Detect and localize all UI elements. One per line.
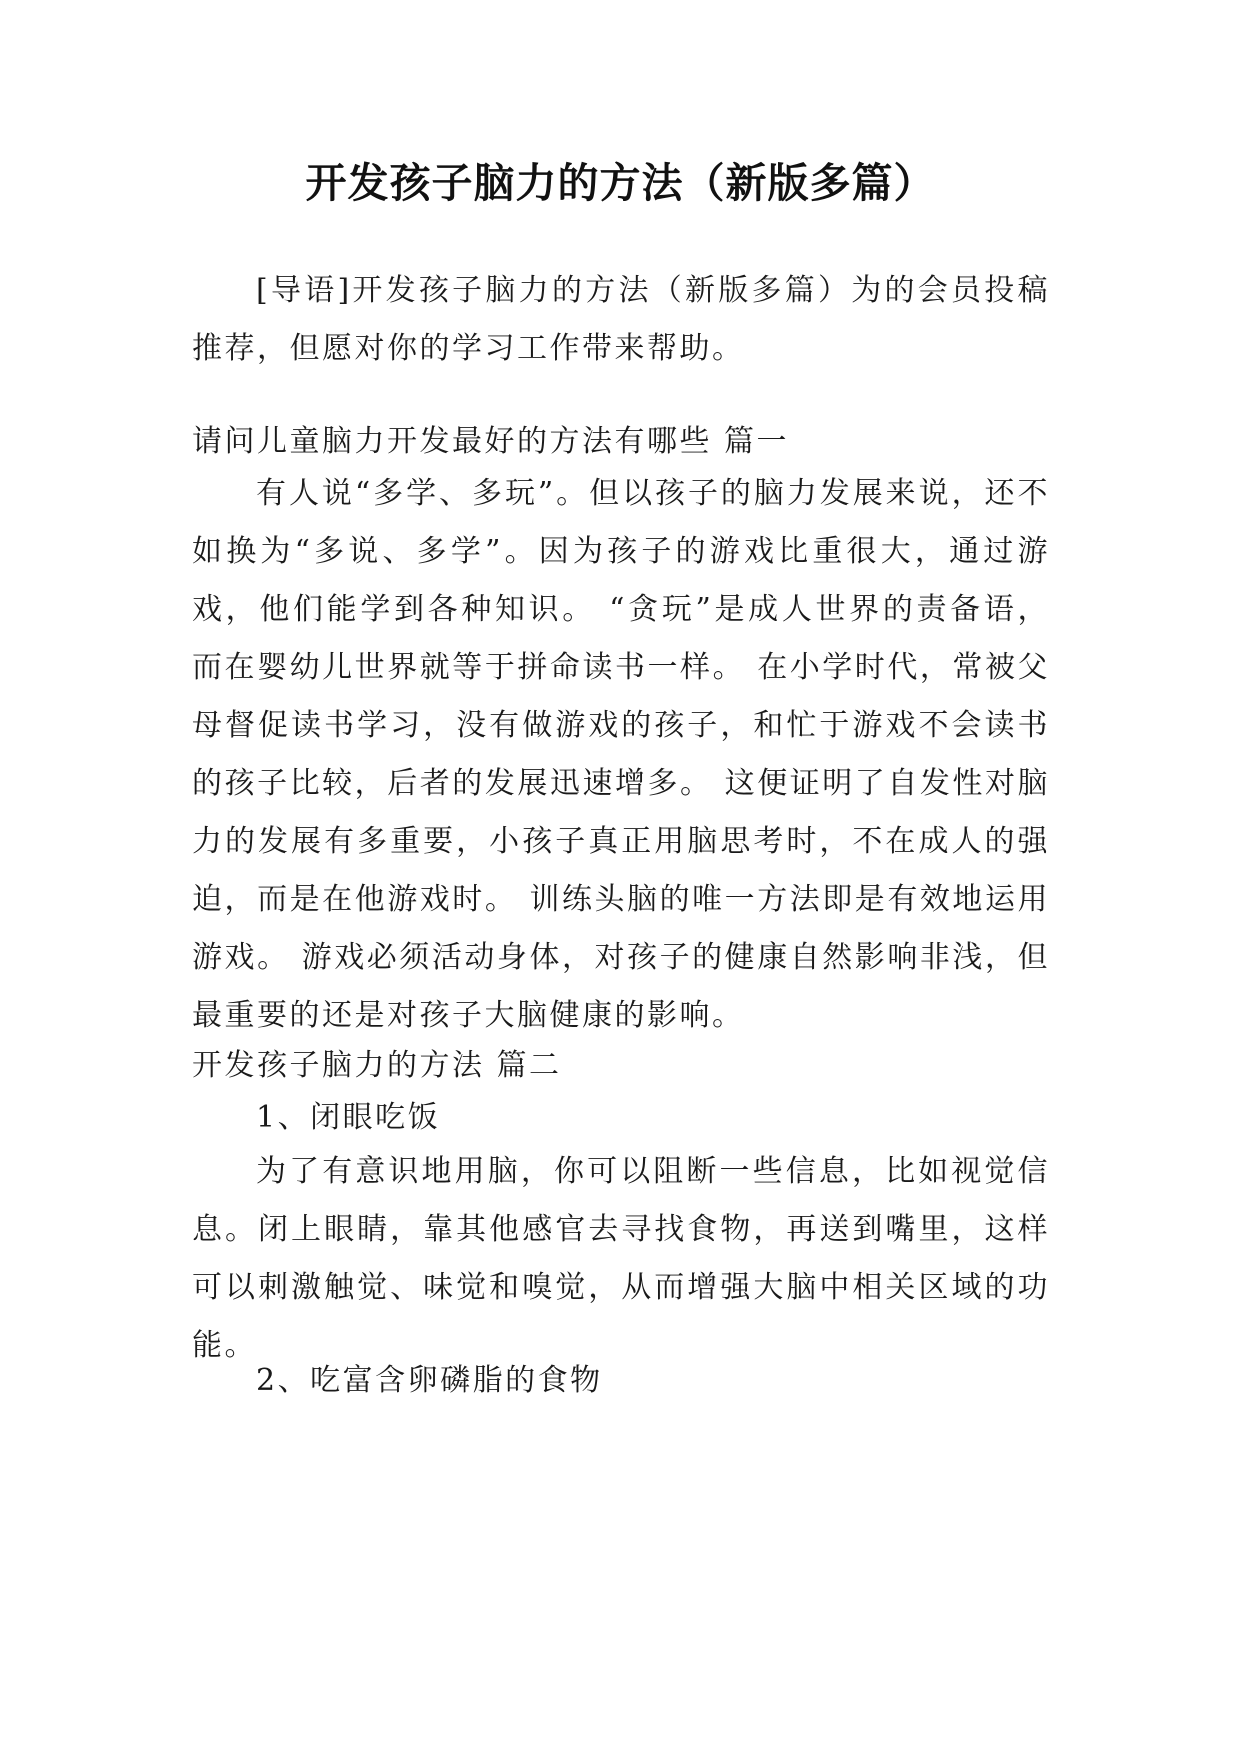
item-2-title: 2、吃富含卵磷脂的食物	[256, 1363, 603, 1398]
intro-paragraph: [导语]开发孩子脑力的方法（新版多篇）为的会员投稿推荐，但愿对你的学习工作带来帮助。	[192, 273, 1050, 366]
document-title: 开发孩子脑力的方法（新版多篇）	[305, 159, 936, 207]
section-1-paragraph: 有人说“多学、多玩”。但以孩子的脑力发展来说，还不如换为“多说、多学”。因为孩子的游戏比重很大，通过游戏，他们能学到各种知识。 “贪玩”是成人世界的责备语，而在婴幼儿世界就等于拼命读书一样。 在小学时代，常被父母督促读书学习，没有做游戏的孩子，和忙于游戏不会读书的孩子比较，后者的发展迅速增多。 这便证明了自发性对脑力的发展有多重要，小孩子真正用脑思考时，不在成人的强迫，而是在他游戏时。 训练头脑的唯一方法即是有效地运用游戏。 游戏必须活动身体，对孩子的健康自然影响非浅，但最重要的还是对孩子大脑健康的影响。	[192, 476, 1050, 1033]
item-1-paragraph: 为了有意识地用脑，你可以阻断一些信息，比如视觉信息。闭上眼睛，靠其他感官去寻找食物，再送到嘴里，这样可以刺激触觉、味觉和嗅觉，从而增强大脑中相关区域的功能。	[192, 1154, 1050, 1363]
item-1-title: 1、闭眼吃饭	[256, 1100, 441, 1135]
section-heading-2: 开发孩子脑力的方法 篇二	[192, 1048, 562, 1083]
section-heading-1: 请问儿童脑力开发最好的方法有哪些 篇一	[192, 424, 790, 459]
